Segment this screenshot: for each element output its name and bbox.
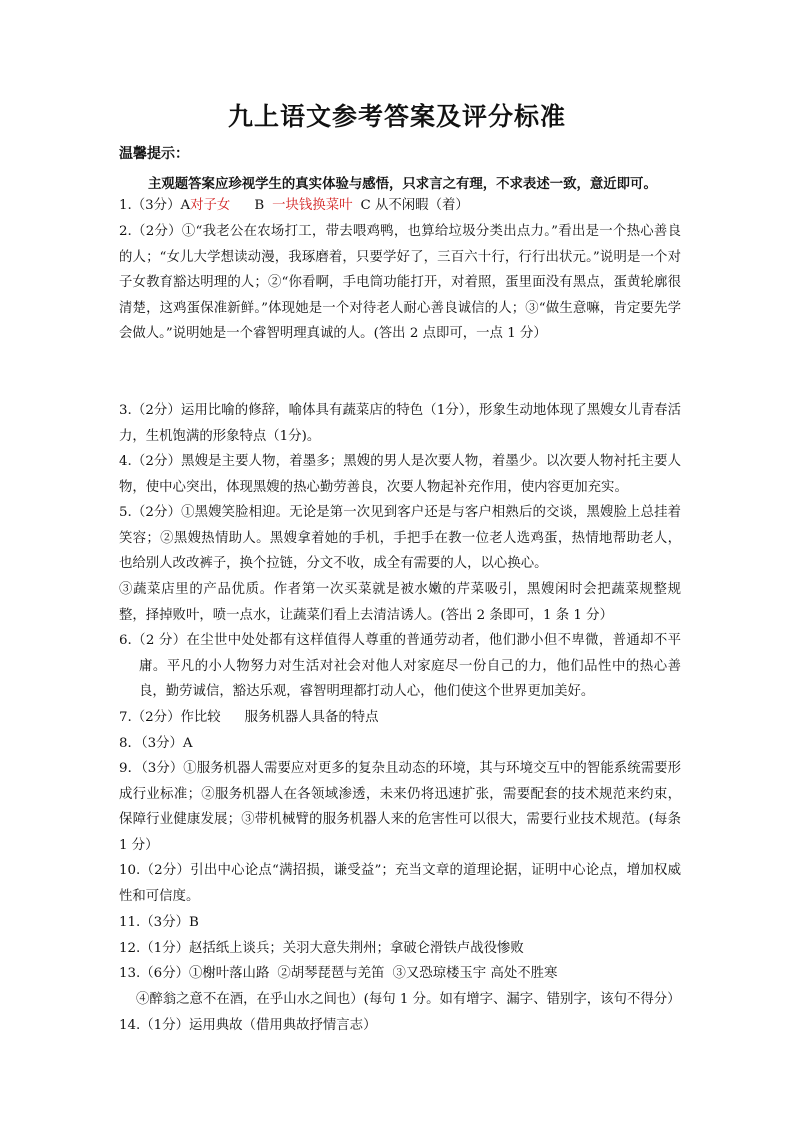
q1-answer-b: 一块钱换菜叶: [272, 198, 353, 213]
answer-q9: 9．（3分）①服务机器人需要应对更多的复杂且动态的环境，其与环境交互中的智能系统需要形成行业标准；②服务机器人在各领域渗透，未来仍将迅速扩张，需要配套的技术规范来约束，保障行业健康发展；③带机械臂的服务机器人来的危害性可以很大，需要行业技术规范。(每条 1 分）: [119, 761, 681, 853]
answer-q4: 4.（2分）黑嫂是主要人物，着墨多；黑嫂的男人是次要人物，着墨少。以次要人物衬托主要人物，使中心突出，体现黑嫂的热心勤劳善良，次要人物起补充作用，使内容更加充实。: [119, 454, 681, 495]
answer-q11: 11.（3分）B: [119, 915, 199, 930]
tip-label: 温馨提示：: [119, 146, 189, 162]
tip-text: 主观题答案应珍视学生的真实体验与感悟，只求言之有理，不求表述一致，意近即可。: [148, 176, 657, 192]
q13-part-b: ②胡琴琵琶与羌笛: [277, 966, 385, 981]
answer-q7: [119, 705, 681, 731]
q1-answer-a: 对子女: [190, 198, 231, 213]
q13-part-a: 13.（6分）①榭叶落山路: [119, 966, 270, 981]
answer-q13-line2: ④醉翁之意不在酒，在乎山水之间也）(每句 1 分。如有增字、漏字、错别字，该句不得分）: [136, 992, 681, 1007]
q1-answer-c: C 从不闲暇（着）: [360, 198, 469, 213]
q7-rest: 服务机器人具备的特点: [244, 710, 379, 725]
answer-q10: 10.（2分）引出中心论点“满招损，谦受益”；充当文章的道理论据，证明中心论点，增加权威性和可信度。: [119, 863, 681, 904]
q13-part-c: ③又恐琼楼玉宇 高处不胜寒: [392, 966, 558, 981]
answer-q12: 12.（1分）赵括纸上谈兵；关羽大意失荆州；拿破仑滑铁卢战役惨败: [119, 941, 524, 956]
q7-prefix: 7.（2分）作比较: [119, 710, 221, 725]
answer-q13-line1: [119, 961, 681, 987]
answer-q8: 8．（3分）A: [119, 736, 193, 751]
answer-q3: 3.（2分）运用比喻的修辞，喻体具有蔬菜店的特色（1分），形象生动地体现了黑嫂女儿青春活力，生机饱满的形象特点（1分)。: [119, 403, 681, 444]
page-title: 九上语文参考答案及评分标准: [227, 102, 566, 131]
q1-b-prefix: B: [254, 198, 265, 213]
answer-q5-part1: 5.（2分）①黑嫂笑脸相迎。无论是第一次见到客户还是与客户相熟后的交谈，黑嫂脸上总挂着笑容；②黑嫂热情助人。黑嫂拿着她的手机，手把手在教一位老人选鸡蛋，热情地帮助老人，也给别人改改裤子，换个拉链，分文不收，成全有需要的人，以心换心。: [119, 505, 681, 572]
answer-q2: 2.（2分）①“我老公在农场打工，带去喂鸡鸭，也算给垃圾分类出点力。”看出是一个热心善良的人；“女儿大学想读动漫，我琢磨着，只要学好了，三百六十行，行行出状元。”说明是一个对子女教育豁达明理的人；②“你看啊，手电筒功能打开，对着照，蛋里面没有黑点，蛋黄轮廓很清楚，这鸡蛋保准新鲜。”体现她是一个对待老人耐心善良诚信的人；③“做生意嘛，肯定要先学会做人。”说明她是一个睿智明理真诚的人。(答出 2 点即可，一点 1 分）: [119, 224, 681, 342]
answer-q6: 6.（2 分）在尘世中处处都有这样值得人尊重的普通劳动者，他们渺小但不卑微，普通却不平庸。平凡的小人物努力对生活对社会对他人对家庭尽一份自己的力，他们品性中的热心善良，勤劳诚信，豁达乐观，睿智明理都打动人心，他们使这个世界更加美好。: [119, 633, 681, 700]
answer-q14: 14.（1分）运用典故（借用典故抒情言志）: [119, 1018, 377, 1033]
q1-prefix: 1.（3分）A: [119, 198, 191, 213]
answer-q1: [119, 193, 681, 219]
answer-q5-part2: ③蔬菜店里的产品优质。作者第一次买菜就是被水嫩的芹菜吸引，黑嫂闲时会把蔬菜规整规整，择掉败叶，喷一点水，让蔬菜们看上去清洁诱人。(答出 2 条即可，1 条 1 分）: [119, 582, 681, 623]
